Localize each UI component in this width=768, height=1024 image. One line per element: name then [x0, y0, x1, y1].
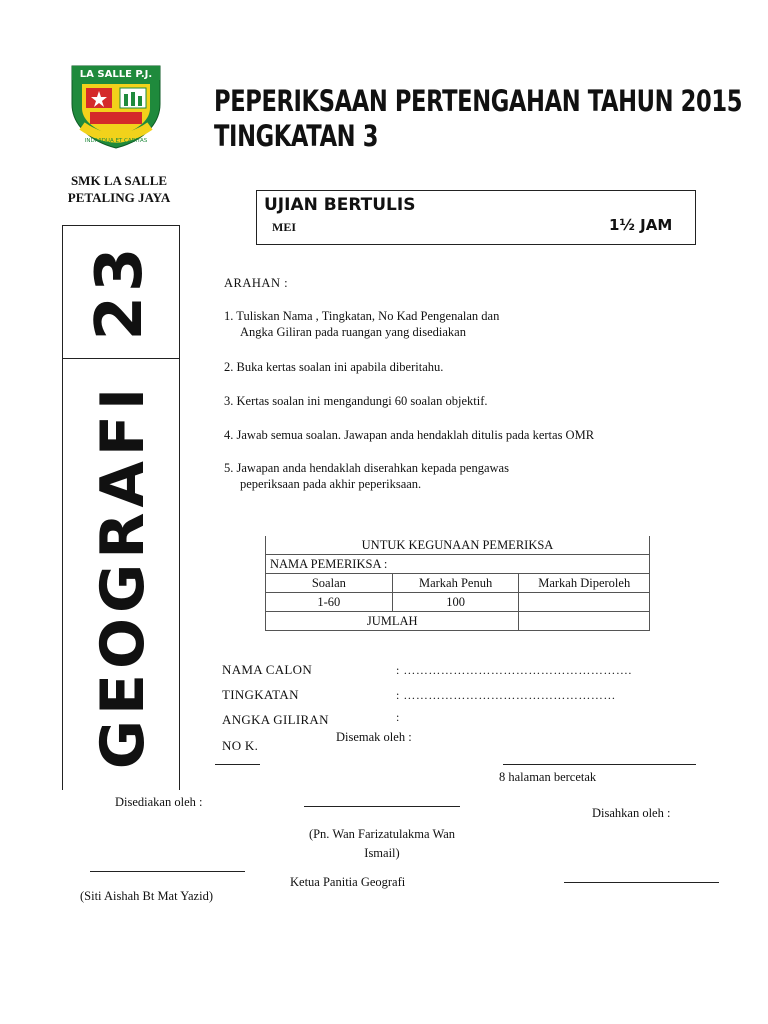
table-total-value[interactable]: [519, 612, 650, 631]
instruction-item-4: [224, 427, 594, 443]
table-cell-markah-penuh: 100: [392, 593, 519, 612]
candidate-name-field[interactable]: : ……………………………………………….: [396, 663, 632, 677]
instruction-item-1: [224, 308, 499, 340]
ic-number-label: NO K.: [222, 738, 259, 753]
examiner-table: [265, 536, 650, 631]
form-field[interactable]: : ……………………………………………: [396, 688, 616, 702]
checker-name-line1: (Pn. Wan Farizatulakma Wan: [308, 827, 456, 841]
paper-type: UJIAN BERTULIS: [264, 195, 416, 215]
candidate-name-label: NAMA CALON: [222, 662, 313, 677]
instruction-1-line1: 1. Tuliskan Nama , Tingkatan, No Kad Pengenalan dan: [224, 309, 500, 323]
printed-pages-note: 8 halaman bercetak: [499, 770, 597, 784]
logo-motto: INDIVIDUA ET CARITAS: [84, 138, 148, 144]
signature-line-checker: [503, 764, 696, 765]
signature-line-approver: [564, 882, 719, 883]
instruction-item-5: [224, 460, 509, 492]
school-name-line1: SMK LA SALLE: [70, 173, 168, 188]
table-cell-markah-diperoleh[interactable]: [519, 593, 650, 612]
form-label: TINGKATAN: [222, 687, 299, 702]
instruction-1-line2: Angka Giliran pada ruangan yang disediakan: [240, 325, 466, 339]
paper-month: MEI: [272, 220, 296, 234]
exam-title-line1: PEPERIKSAAN PERTENGAHAN TAHUN 2015: [214, 84, 743, 118]
signature-line-middle: [304, 806, 460, 807]
instruction-3-line1: 3. Kertas soalan ini mengandungi 60 soalan objektif.: [224, 394, 488, 408]
signature-line-preparer: [90, 871, 245, 872]
instructions-heading: ARAHAN :: [224, 276, 289, 290]
paper-duration: 1½ JAM: [609, 216, 673, 234]
checker-name: [282, 825, 482, 863]
checker-name-line2: Ismail): [364, 846, 400, 860]
prepared-by-label: Disediakan oleh :: [115, 795, 203, 809]
subject-code: 23: [83, 243, 157, 341]
index-number-field[interactable]: :: [396, 710, 400, 724]
table-header-markah-penuh: Markah Penuh: [392, 574, 519, 593]
table-header-markah-diperoleh: Markah Diperoleh: [519, 574, 650, 593]
exam-title: [214, 84, 742, 154]
table-row: [266, 593, 650, 612]
preparer-name: (Siti Aishah Bt Mat Yazid): [80, 889, 213, 903]
checker-title: Ketua Panitia Geografi: [290, 875, 406, 889]
instruction-5-line2: peperiksaan pada akhir peperiksaan.: [240, 477, 422, 491]
instruction-item-3: [224, 393, 487, 409]
index-number-label: ANGKA GILIRAN: [222, 712, 329, 726]
table-cell-soalan: 1-60: [266, 593, 393, 612]
instruction-2-line1: 2. Buka kertas soalan ini apabila diberitahu.: [224, 360, 444, 374]
logo-text: LA SALLE P.J.: [79, 69, 153, 80]
checked-by-label: Disemak oleh :: [336, 730, 412, 744]
instruction-5-line1: 5. Jawapan anda hendaklah diserahkan kepada pengawas: [224, 461, 509, 475]
instruction-4-line1: 4. Jawab semua soalan. Jawapan anda hendaklah ditulis pada kertas OMR: [224, 428, 595, 442]
approved-by-label: Disahkan oleh :: [592, 806, 671, 820]
exam-title-line2: TINGKATAN 3: [214, 119, 379, 153]
school-name: [48, 172, 190, 206]
examiner-name-label: NAMA PEMERIKSA :: [266, 555, 650, 574]
subject-name: GEOGRAFI: [88, 382, 158, 770]
school-crest-logo: [68, 64, 164, 150]
school-name-line2: PETALING JAYA: [67, 190, 171, 205]
table-header-soalan: Soalan: [266, 574, 393, 593]
table-total-label: JUMLAH: [266, 612, 519, 631]
signature-line-left-fragment: [215, 764, 260, 765]
instruction-item-2: [224, 359, 443, 375]
examiner-table-title: UNTUK KEGUNAAN PEMERIKSA: [266, 536, 650, 555]
